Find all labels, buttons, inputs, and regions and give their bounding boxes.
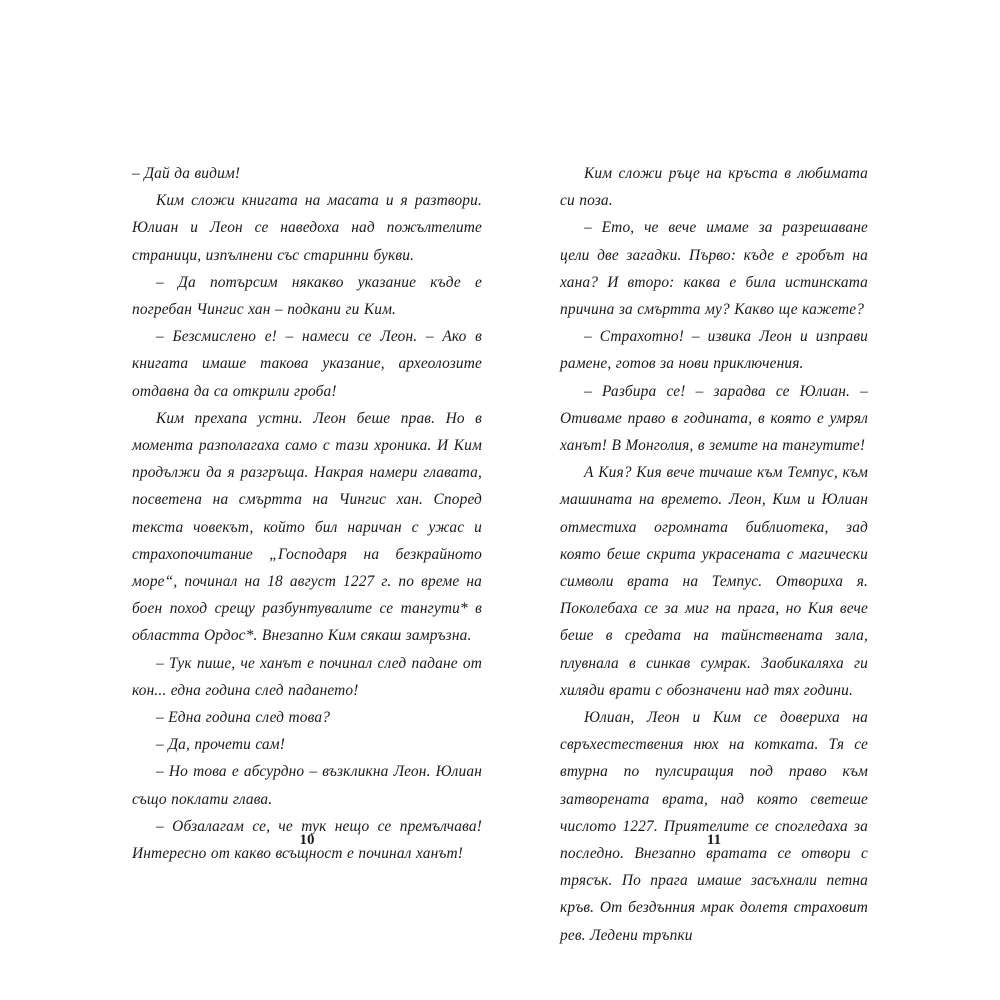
paragraph: – Една година след това? xyxy=(156,709,331,727)
paragraph: – Да потърсим някакво указание къде е погребан Чингис хан – подкани ги Ким. xyxy=(132,273,482,319)
paragraph: – Безсмислено е! – намеси се Леон. – Ако в книгата имаше такова указание, археолозите отдавна да са открили гроба! xyxy=(132,328,482,400)
page-number: 10 xyxy=(299,832,315,848)
right-page xyxy=(500,160,868,1000)
paragraph: – Дай да видим! xyxy=(132,165,241,182)
paragraph: – Обзалагам се, че тук нещо се премълчава! Интересно от какво всъщност е починал ханът! xyxy=(132,817,482,863)
paragraph: – Разбира се! – зарадва се Юлиан. – Отиваме право в годината, в която е умрял ханът! В Монголия, в земите на тангутите! xyxy=(560,382,868,455)
paragraph: – Но това е абсурдно – възкликна Леон. Юлиан също поклати глава. xyxy=(132,763,482,808)
paragraph: – Страхотно! – извика Леон и изправи рамене, готов за нови приключения. xyxy=(560,328,868,373)
paragraph: Юлиан, Леон и Ким се довериха на свръхестествения нюх на котката. Тя се втурна по пулсиращия под право към затворената врата, над която светеше числото 1227. Приятелите се спогледаха за последно. Внезапно вратата се отвори с трясък. По прага имаше засъхнали петна кръв. От бездънния мрак долетя страховит рев. Ледени тръпки xyxy=(560,709,868,944)
page-number: 11 xyxy=(706,832,722,848)
paragraph: Ким сложи ръце на кръста в любимата си поза. xyxy=(560,165,868,210)
paragraph: Ким сложи книгата на масата и я разтвори. Юлиан и Леон се наведоха над пожълтелите страници, изпълнени със старинни букви. xyxy=(132,192,482,264)
paragraph: – Тук пише, че ханът е починал след падане от кон... една година след падането! xyxy=(132,654,482,699)
left-page-text xyxy=(132,160,482,867)
paragraph: Ким прехапа устни. Леон беше прав. Но в момента разполагаха само с тази хроника. И Ким продължи да я разгръща. Накрая намери главата, посветена на смъртта на Чингис хан. Според текста човекът, който бил наричан с ужас и страхопочитание „Господаря на безкрайното море“, починал на 18 август 1227 г. по време на боен поход срещу разбунтувалите се тангути* в областта Ордос*. Внезапно Ким сякаш замръзна. xyxy=(132,409,482,645)
left-page xyxy=(132,160,500,1000)
paragraph: А Кия? Кия вече тичаше към Темпус, към машината на времето. Леон, Ким и Юлиан отместиха огромната библиотека, зад която беше скрита украсената с магически символи врата на Темпус. Отвориха я. Поколебаха се за миг на прага, но Кия вече беше в средата на тайнствената зала, плувнала в синкав сумрак. Заобикаляха ги хиляди врати с обозначени над тях години. xyxy=(560,464,868,699)
paragraph: – Да, прочети сам! xyxy=(156,736,286,754)
right-page-text xyxy=(560,160,868,949)
paragraph: – Ето, че вече имаме за разрешаване цели две загадки. Първо: къде е гробът на хана? И второ: каква е била истинската причина за смъртта му? Какво ще кажете? xyxy=(560,219,868,319)
